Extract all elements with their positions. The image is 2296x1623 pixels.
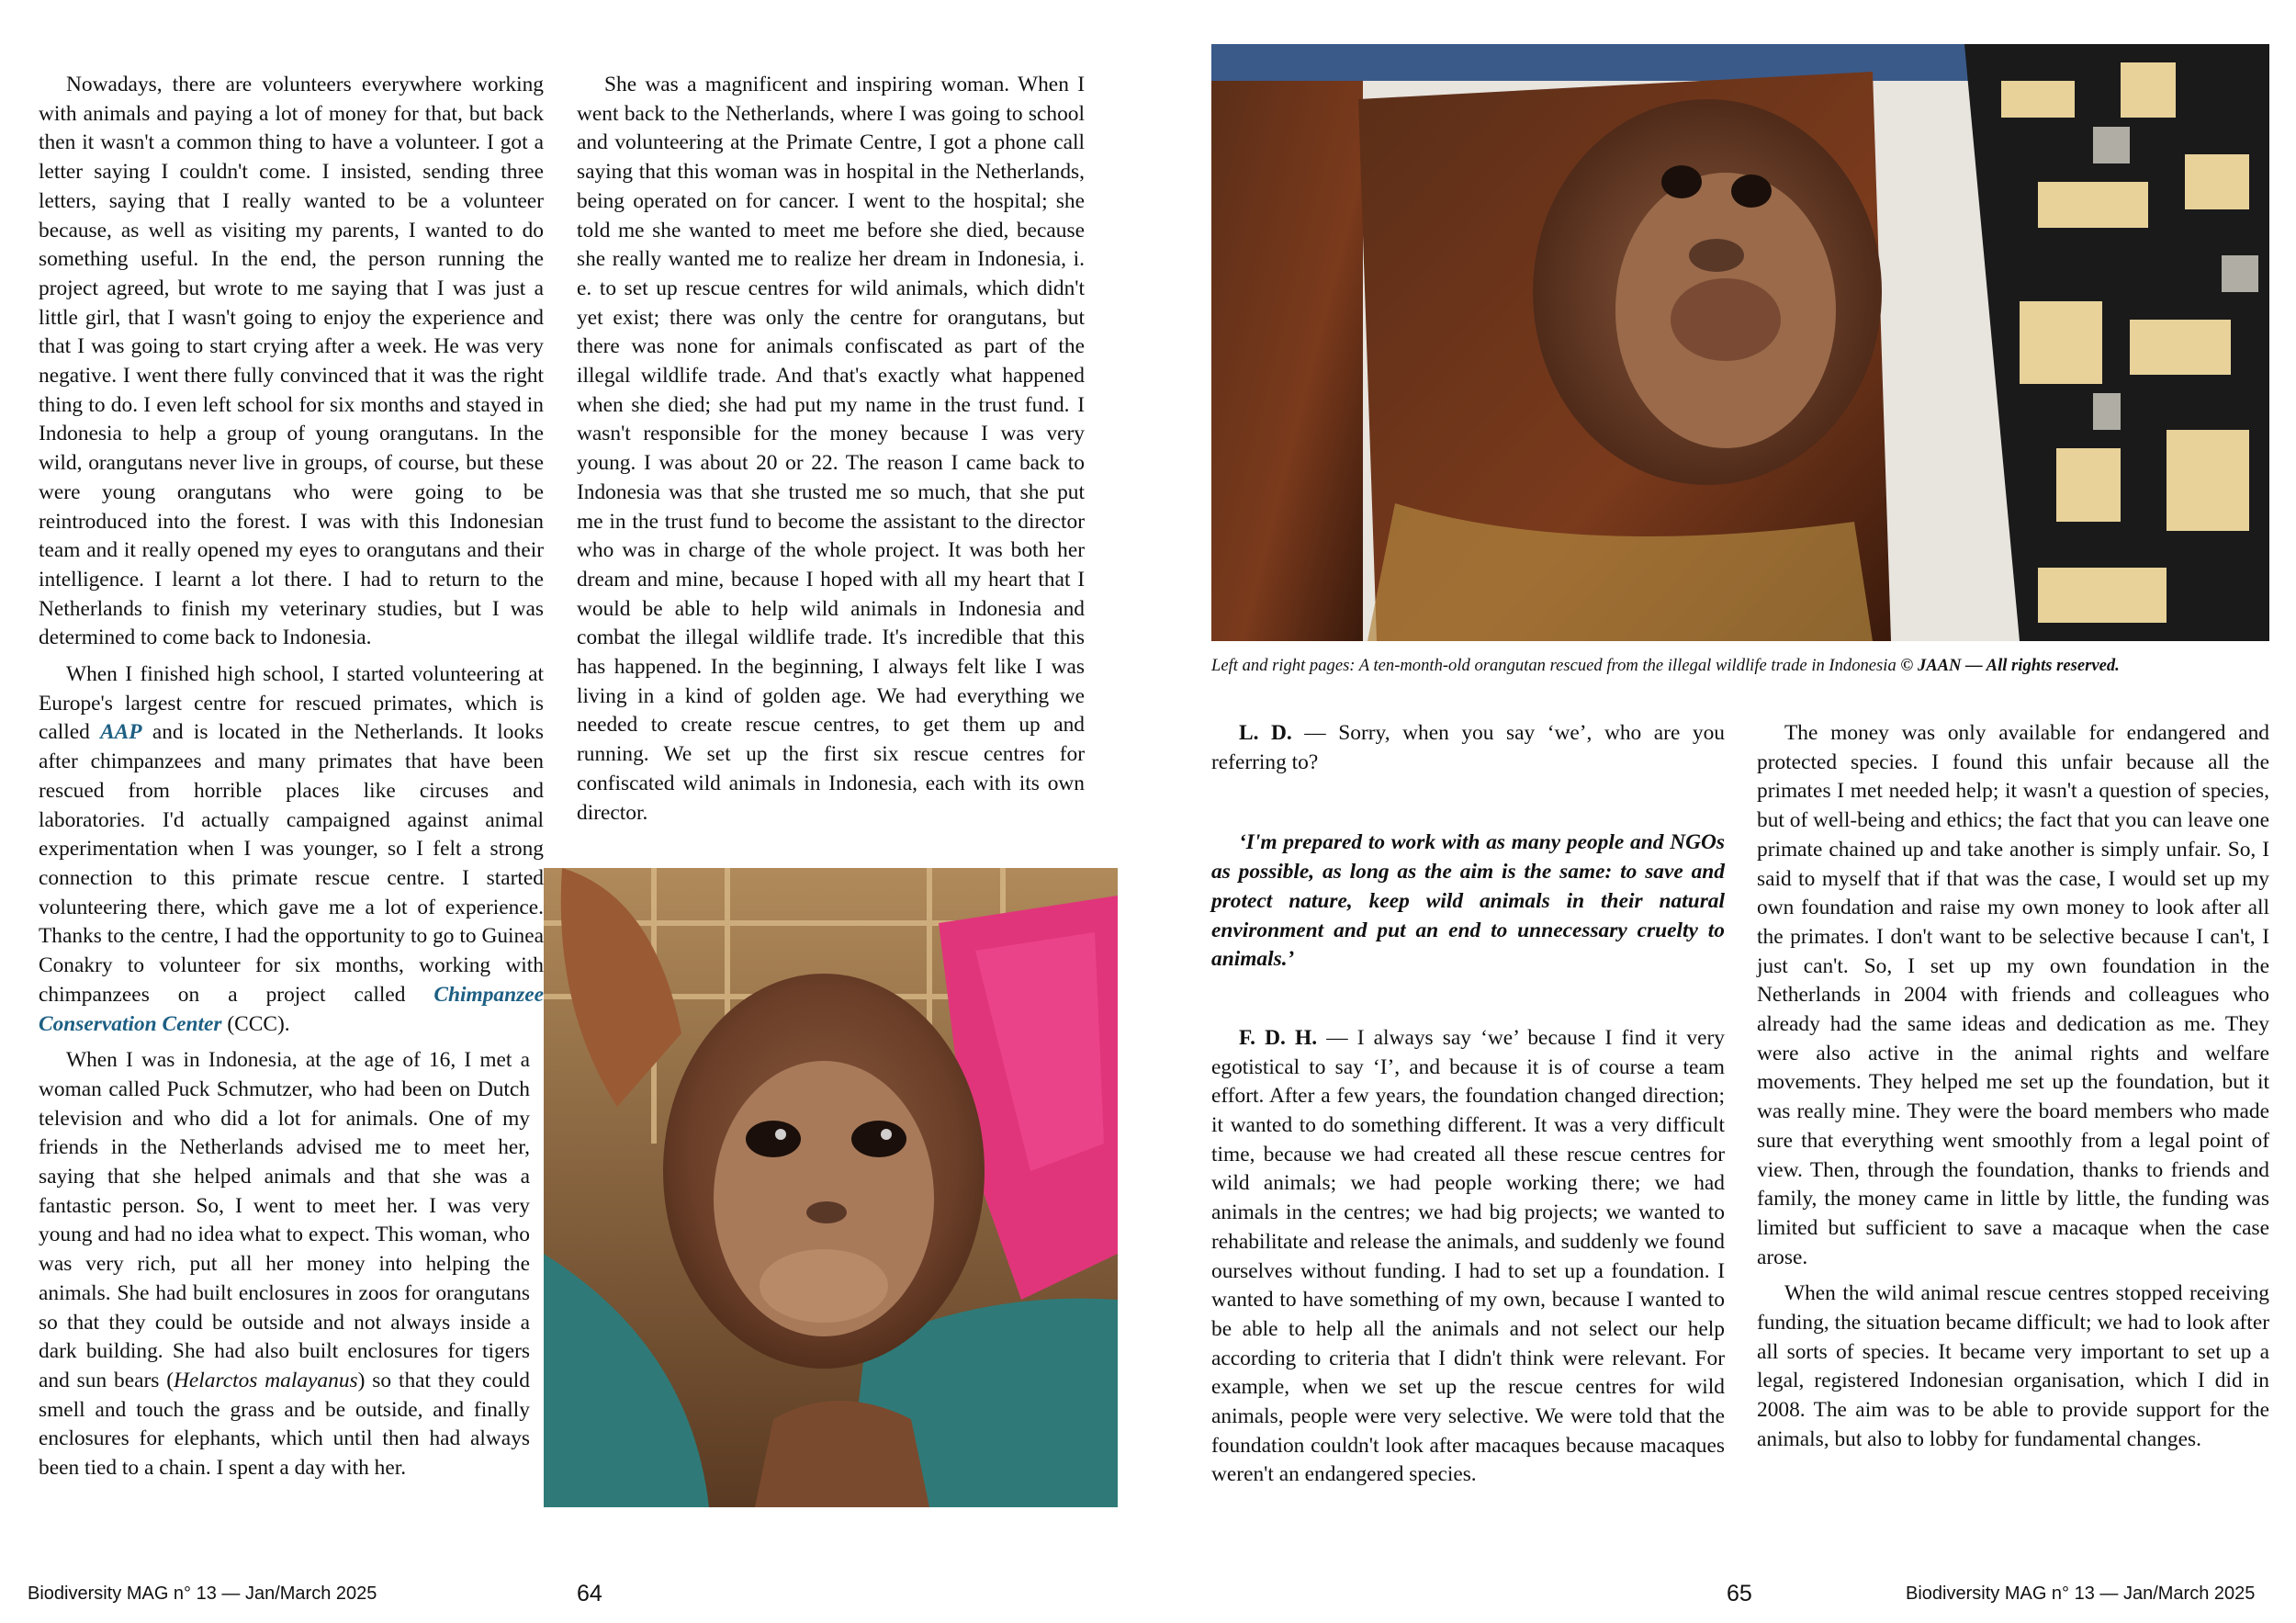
paragraph: When I was in Indonesia, at the age of 16, I met a woman called Puck Schmutzer, who had been on Dutch television and who did a lot for animals. One of my friends in the Netherlands advised me to meet her, saying that she helped animals and that she was a fantastic person. So, I went to meet her. I was very young and had no idea what to expect. This woman, who was very rich, put all her money into helping the animals. She had built enclosures in zoos for orangutans so that they could be outside and not always inside a dark building. She had also built enclosures for tigers and sun bears (Helarctos malayanus) so that they could smell and touch the grass and be outside, and finally enclosures for elephants, which until then had always been tied to a chain. I spent a day with her. (39, 1048, 530, 1481)
ccc-link[interactable]: Chimpanzee Conservation Center (39, 982, 544, 1036)
interviewer-question: L. D. — Sorry, when you say ‘we’, who are you referring to? (1211, 721, 1725, 774)
paragraph: She was a magnificent and inspiring woman. When I went back to the Netherlands, where I was going to school and volunteering at the Primate Centre, I got a phone call saying that this woman was in hospital in the Netherlands, being operated on for cancer. I went to the hospital; she told me she wanted to meet me before she died, because she really wanted me to realize her dream in Indonesia, i. e. to set up rescue centres for wild animals, which didn't yet exist; there was only the centre for orangutans, but there was none for animals confiscated as part of the illegal wildlife trade. And that's exactly what happened when she died; she had put my name in the trust fund. I wasn't responsible for the money because I was very young. I was about 20 or 22. The reason I came back to Indonesia was that she trusted me so much, that she put me in the trust fund to become the assistant to the director who was in charge of the whole project. It was both her dream and mine, because I hoped with all my heart that I would be able to help wild animals in Indonesia and combat the illegal wildlife trade. It's incredible that this has happened. In the beginning, I always felt like I was living in a kind of golden age. We had everything we needed to create rescue centres, to get them up and running. We set up the first six rescue centres for confiscated wild animals in Indonesia, each with its own director. (577, 73, 1085, 825)
orangutan-photo-left (544, 868, 1118, 1507)
speaker-ld: L. D. (1239, 721, 1292, 745)
photo-caption: Left and right pages: A ten-month-old orangutan rescued from the illegal wildlife trade in Indonesia © JAAN — All rights reserved. (1211, 656, 2120, 675)
right-column-1 (1211, 719, 1725, 1497)
left-column-1 (39, 71, 544, 1491)
orangutan-photo-right (1211, 44, 2269, 641)
speaker-fdh: F. D. H. (1239, 1025, 1318, 1050)
footer-left: Biodiversity MAG n° 13 — Jan/March 2025 (28, 1584, 377, 1604)
footer-right: Biodiversity MAG n° 13 — Jan/March 2025 (1906, 1584, 2256, 1604)
photo-credit: © JAAN — All rights reserved. (1900, 656, 2120, 675)
aap-link[interactable]: AAP (100, 720, 142, 745)
species-name: Helarctos malayanus (174, 1368, 358, 1392)
page-number-right: 65 (1727, 1581, 1752, 1606)
left-column-2 (577, 71, 1085, 835)
paragraph: When I finished high school, I started volunteering at Europe's largest centre for rescued primates, which is called AAP and is located in the Netherlands. It looks after chimpanzees and many primates that have been rescued from horrible places like circuses and laboratories. I'd actually campaigned against animal experimentation when I was younger, so I felt a strong connection to this primate rescue centre. I started volunteering there, which gave me a lot of experience. Thanks to the centre, I had the opportunity to go to Guinea Conakry to volunteer for six months, working with chimpanzees on a project called Chimpanzee Conservation Center (CCC). (39, 662, 544, 1036)
paragraph: When the wild animal rescue centres stopped receiving funding, the situation became difficult; we had to look after all sorts of species. It became very important to set up a legal, registered Indonesian organisation, which I did in 2008. The aim was to be able to provide support for the animals, but also to lobby for fundamental changes. (1757, 1281, 2269, 1451)
orangutan-illustration (544, 868, 1118, 1507)
right-column-2 (1757, 719, 2269, 1462)
paragraph: The money was only available for endangered and protected species. I found this unfair because all the primates I met needed help; it wasn't a question of species, but of well-being and ethics; the fact that you can leave one primate chained up and take another is simply unfair. So, I said to myself that if that was the case, I would set up my own foundation and raise my own money to look after all the primates. I don't want to be selective because I can't, I just can't. So, I set up my own foundation in the Netherlands in 2004 with friends and colleagues who already had the same ideas and dedication as me. They were also active in the animal rights and welfare movements. They helped me set up the foundation, but it was really mine. They were the board members who made sure that everything went smoothly from a legal point of view. Then, through the foundation, thanks to friends and family, the money came in little by little, the funding was limited but sufficient to save a macaque when the case arose. (1757, 721, 2269, 1269)
page-number-left: 64 (577, 1581, 602, 1606)
orangutan-closeup-illustration (1211, 44, 2269, 641)
interviewee-answer: F. D. H. — I always say ‘we’ because I find it very egotistical to say ‘I’, and because it is of course a team effort. After a few years, the foundation changed direction; it wanted to do something different. It was a very difficult time, because we had created all these rescue centres for wild animals; we had people working there; we had animals in the centres; we had big projects; we wanted to rehabilitate and release the animals, and suddenly we found ourselves without funding. I had to set up a foundation. I wanted to have something of my own, because I wanted to be able to help all the animals and not select our help according to criteria that I didn't think were relevant. For example, when we set up the rescue centres for wild animals, people were very selective. We were told that the foundation couldn't look after macaques because macaques weren't an endangered species. (1211, 1025, 1725, 1487)
paragraph: Nowadays, there are volunteers everywhere working with animals and paying a lot of money for that, but back then it wasn't a common thing to have a volunteer. I got a letter saying I couldn't come. I insisted, sending three letters, saying that I really wanted to be a volunteer because, as well as visiting my parents, I wanted to do something useful. In the end, the person running the project agreed, but wrote to me saying that I was just a little girl, that I wasn't going to enjoy the experience and that I was going to start crying after a week. He was very negative. I went there fully convinced that it was the right thing to do. I even left school for six months and stayed in Indonesia to help a group of young orangutans. In the wild, orangutans never live in groups, of course, but these were young orangutans who were going to be reintroduced into the forest. I was with this Indonesian team and it really opened my eyes to orangutans and their intelligence. I learnt a lot there. I had to return to the Netherlands to finish my veterinary studies, but I was determined to come back to Indonesia. (39, 73, 544, 650)
pull-quote: ‘I'm prepared to work with as many people and NGOs as possible, as long as the aim is the same: to save and protect nature, keep wild animals in their natural environment and put an end to unnecessary cruelty to animals.’ (1211, 830, 1725, 972)
